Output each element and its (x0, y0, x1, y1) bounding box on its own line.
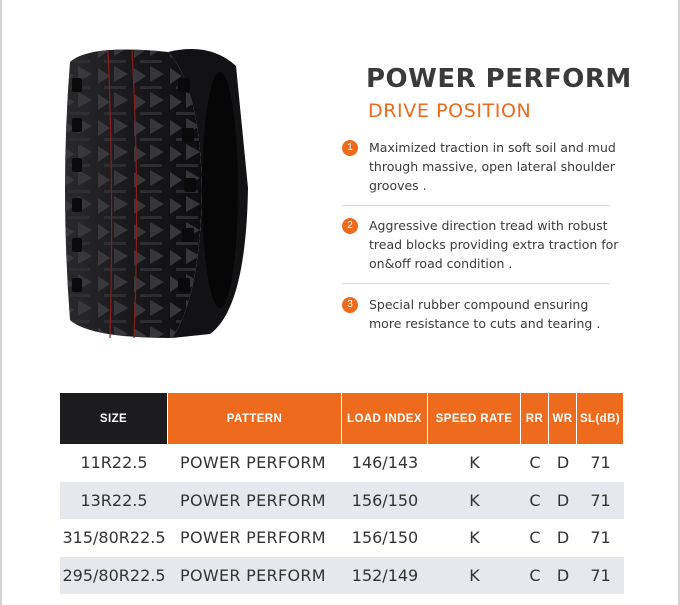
cell-wr: D (556, 453, 570, 473)
cell-speed-rate: K (469, 565, 480, 585)
cell-pattern: POWER PERFORM (180, 490, 326, 510)
tire-image (60, 38, 250, 343)
header-load-index: LOAD INDEX (342, 393, 428, 444)
cell-rr: C (529, 490, 541, 510)
table-row (60, 482, 624, 520)
cell-pattern: POWER PERFORM (180, 528, 326, 548)
cell-speed-rate: K (469, 528, 480, 548)
frame-left-border (0, 0, 2, 605)
header-pattern: PATTERN (168, 393, 342, 444)
cell-pattern: POWER PERFORM (180, 453, 326, 473)
cell-speed-rate: K (469, 453, 480, 473)
cell-sl: 71 (590, 565, 611, 585)
feature-divider (342, 283, 610, 284)
spec-table (60, 393, 624, 594)
header-rr: RR (521, 393, 549, 444)
cell-load-index: 152/149 (351, 565, 419, 585)
header-wr: WR (549, 393, 577, 444)
table-row (60, 557, 624, 595)
product-title: POWER PERFORM (366, 64, 632, 94)
cell-sl: 71 (590, 453, 611, 473)
cell-sl: 71 (590, 528, 611, 548)
product-subtitle: DRIVE POSITION (368, 100, 532, 122)
feature-item-2 (342, 216, 622, 273)
feature-item-3 (342, 295, 622, 333)
cell-size: 11R22.5 (80, 453, 148, 473)
cell-wr: D (556, 490, 570, 510)
cell-rr: C (529, 565, 541, 585)
feature-number-badge: 2 (342, 218, 358, 234)
cell-rr: C (529, 453, 541, 473)
cell-speed-rate: K (469, 490, 480, 510)
feature-text: Maximized traction in soft soil and mud through massive, open lateral shoulder grooves . (369, 140, 616, 193)
cell-size: 13R22.5 (80, 490, 148, 510)
feature-text: Aggressive direction tread with robust tread blocks providing extra traction for on&off road condition . (369, 218, 619, 271)
table-row (60, 444, 624, 482)
cell-load-index: 156/150 (351, 528, 419, 548)
feature-divider (342, 205, 610, 206)
feature-number-badge: 3 (342, 297, 358, 313)
table-row (60, 519, 624, 557)
cell-sl: 71 (590, 490, 611, 510)
cell-pattern: POWER PERFORM (180, 565, 326, 585)
header-sl: SL(dB) (577, 393, 624, 444)
table-header-row (60, 393, 624, 444)
cell-rr: C (529, 528, 541, 548)
cell-wr: D (556, 565, 570, 585)
cell-load-index: 146/143 (351, 453, 419, 473)
cell-load-index: 156/150 (351, 490, 419, 510)
cell-wr: D (556, 528, 570, 548)
feature-text: Special rubber compound ensuring more resistance to cuts and tearing . (369, 297, 601, 331)
feature-item-1 (342, 138, 622, 195)
cell-size: 315/80R22.5 (62, 528, 166, 548)
feature-number-badge: 1 (342, 140, 358, 156)
header-speed-rate: SPEED RATE (428, 393, 521, 444)
header-size: SIZE (60, 393, 168, 444)
cell-size: 295/80R22.5 (62, 565, 166, 585)
